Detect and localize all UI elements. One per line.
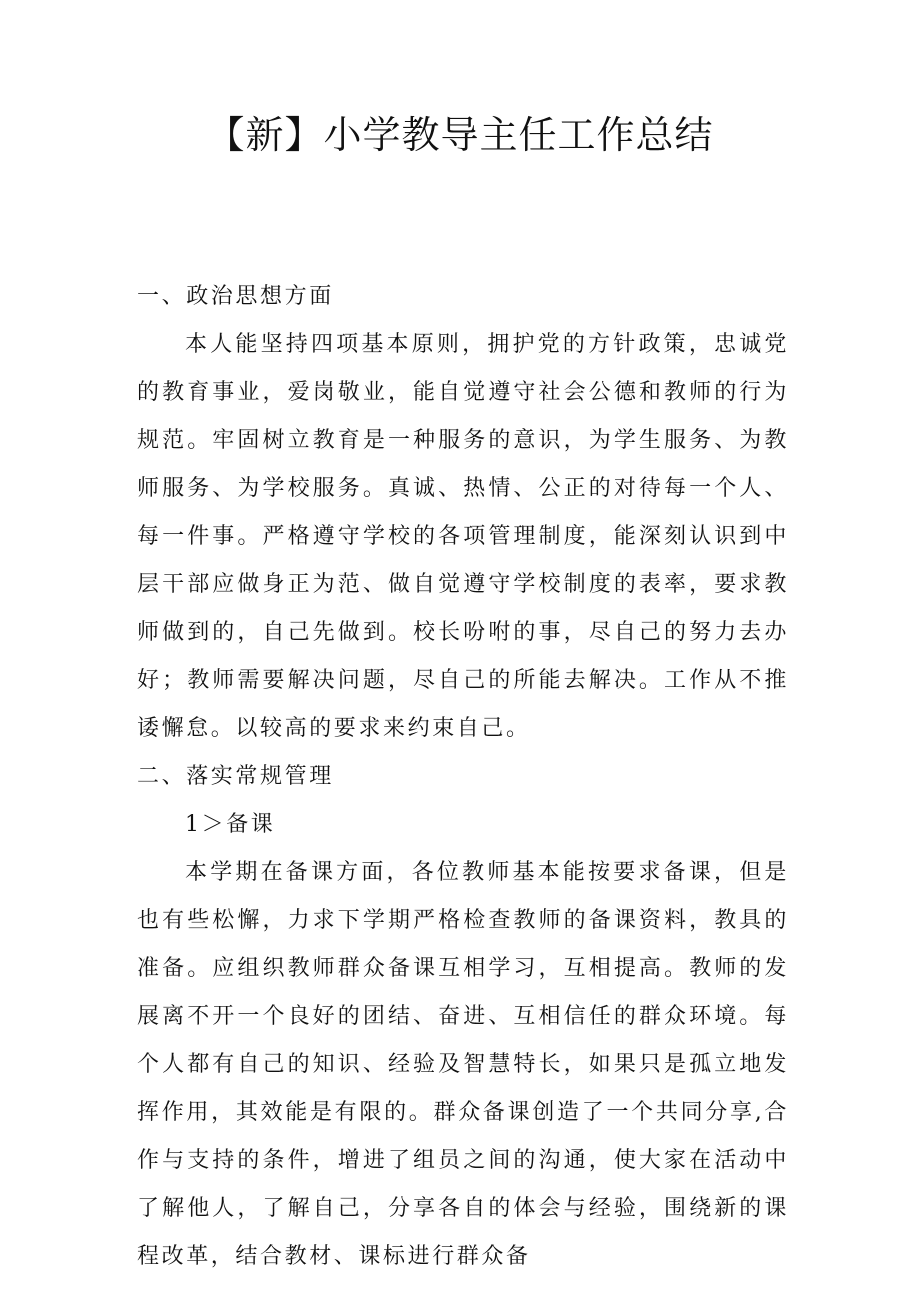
document-body [137,273,789,1281]
paragraph-lesson-prep: 本学期在备课方面，各位教师基本能按要求备课，但是也有些松懈，力求下学期严格检查教师的备课资料，教具的准备。应组织教师群众备课互相学习，互相提高。教师的发展离不开一个良好的团结、奋进、互相信任的群众环境。每个人都有自己的知识、经验及智慧特长，如果只是孤立地发挥作用，其效能是有限的。群众备课创造了一个共同分享,合作与支持的条件，增进了组员之间的沟通，使大家在活动中了解他人，了解自己，分享各自的体会与经验，围绕新的课程改革，结合教材、课标进行群众备 [137,860,789,1269]
section-heading-political: 一、政治思想方面 [137,284,334,309]
subheading-lesson-prep: 1＞备课 [185,812,276,837]
section-heading-routine: 二、落实常规管理 [137,764,334,789]
document-title: 【新】小学教导主任工作总结 [206,113,714,157]
paragraph-political: 本人能坚持四项基本原则，拥护党的方针政策，忠诚党的教育事业，爱岗敬业，能自觉遵守社会公德和教师的行为规范。牢固树立教育是一种服务的意识，为学生服务、为教师服务、为学校服务。真诚、热情、公正的对待每一个人、每一件事。严格遵守学校的各项管理制度，能深刻认识到中层干部应做身正为范、做自觉遵守学校制度的表率，要求教师做到的，自己先做到。校长吩咐的事，尽自己的努力去办好；教师需要解决问题，尽自己的所能去解决。工作从不推诿懈怠。以较高的要求来约束自己。 [137,332,789,741]
